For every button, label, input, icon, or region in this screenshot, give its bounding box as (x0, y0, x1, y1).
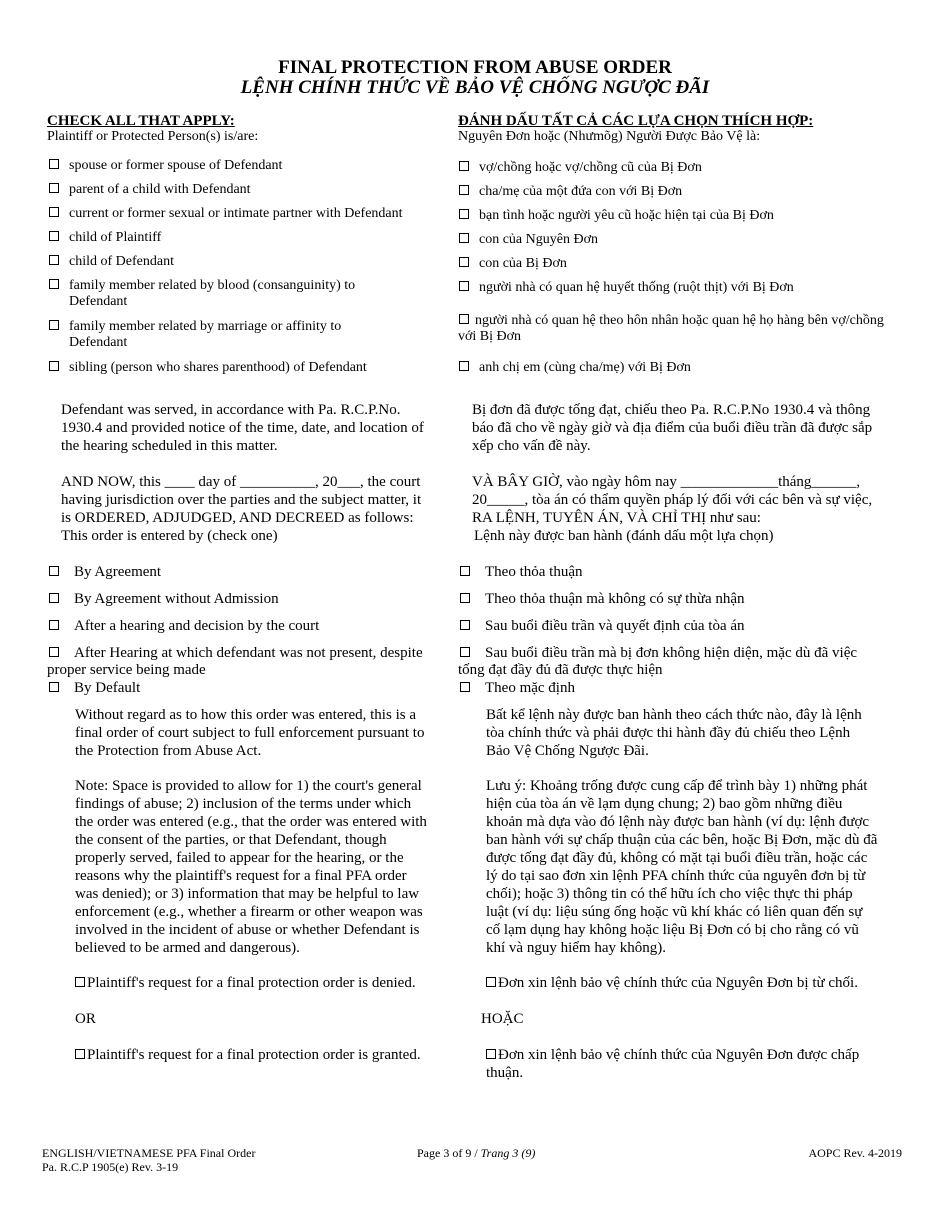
checkbox[interactable] (460, 682, 470, 692)
right-relation-marriage-cont: với Bị Đơn (458, 329, 522, 344)
right-relation-spouse[interactable]: vợ/chồng hoặc vợ/chồng cũ của Bị Đơn (459, 159, 702, 176)
checkbox[interactable] (49, 566, 59, 576)
right-served-line-3: xếp cho vấn đề này. (472, 438, 591, 454)
right-and-now-line-2: 20_____, tòa án có thẩm quyền pháp lý đối với các bên và sự việc, (472, 492, 873, 508)
footer-form-name: ENGLISH/VIETNAMESE PFA Final Order (42, 1146, 256, 1160)
right-option-defendant-absent-cont: tống đạt đầy đủ đã được thực hiện (458, 662, 663, 678)
right-note-4: ban hành với sự chấp thuận của các bên, hoặc Bị Đơn, mặc dù đã (486, 832, 878, 848)
left-and-now-line-4: This order is entered by (check one) (61, 528, 278, 544)
left-or: OR (75, 1011, 96, 1027)
right-subheading: Nguyên Đơn hoặc (Nhưmõg) Người Được Bảo Vệ là: (458, 129, 761, 144)
right-note-1: Lưu ý: Khoảng trống được cung cấp để trình bày 1) những phát (486, 778, 868, 794)
checkbox[interactable] (49, 647, 59, 657)
checkbox[interactable] (459, 209, 469, 219)
right-relation-child-plaintiff[interactable]: con của Nguyên Đơn (459, 231, 598, 248)
checkbox[interactable] (459, 161, 469, 171)
right-note-3: khoản mà dựa vào đó lệnh này được ban hành (ví dụ: lệnh được (486, 814, 870, 830)
right-relation-parent[interactable]: cha/mẹ của một đứa con với Bị Đơn (459, 183, 682, 200)
right-option-agreement[interactable]: Theo thỏa thuận (460, 563, 582, 581)
left-note-8: enforcement (e.g., whether a firearm or other weapon was (75, 904, 423, 920)
left-relation-blood[interactable]: family member related by blood (consanguinity) to (49, 277, 355, 294)
checkbox[interactable] (460, 620, 470, 630)
checkbox[interactable] (460, 593, 470, 603)
left-note-6: reasons why the plaintiff's request for a final PFA order (75, 868, 407, 884)
right-relation-marriage[interactable]: người nhà có quan hệ theo hôn nhân hoặc quan hệ họ hàng bên vợ/chồng (459, 312, 884, 329)
checkbox[interactable] (49, 593, 59, 603)
left-without-regard-2: final order of court subject to full enforcement pursuant to (75, 725, 425, 741)
left-and-now-line-1: AND NOW, this ____ day of __________, 20___, the court (61, 474, 421, 490)
left-request-denied[interactable]: Plaintiff's request for a final protection order is denied. (75, 974, 416, 993)
checkbox[interactable] (49, 682, 59, 692)
checkbox[interactable] (460, 647, 470, 657)
option-by-agreement[interactable]: By Agreement (49, 563, 161, 581)
right-note-5: được tống đạt đầy đủ, không có mặt tại buổi điều trần, hoặc các (486, 850, 868, 866)
left-relation-spouse[interactable]: spouse or former spouse of Defendant (49, 157, 282, 174)
right-served-line-1: Bị đơn đã được tống đạt, chiếu theo Pa. R.C.P.No 1930.4 và thông (472, 402, 871, 418)
checkbox[interactable] (459, 314, 469, 324)
checkbox[interactable] (459, 361, 469, 371)
right-option-after-hearing[interactable]: Sau buổi điều trần và quyết định của tòa án (460, 617, 745, 635)
left-note-3: the order was entered (e.g., that the order was entered with (75, 814, 427, 830)
left-subheading: Plaintiff or Protected Person(s) is/are: (47, 129, 259, 144)
left-served-line-1: Defendant was served, in accordance with Pa. R.C.P.No. (61, 402, 401, 418)
left-and-now-line-2: having jurisdiction over the parties and the subject matter, it (61, 492, 422, 508)
left-note-10: believed to be armed and dangerous). (75, 940, 300, 956)
right-relation-partner[interactable]: bạn tình hoặc người yêu cũ hoặc hiện tại của Bị Đơn (459, 207, 774, 224)
option-defendant-absent[interactable]: After Hearing at which defendant was not present, despite (49, 644, 423, 662)
checkbox[interactable] (49, 361, 59, 371)
right-without-regard-1: Bất kể lệnh này được ban hành theo cách thức nào, đây là lệnh (486, 707, 862, 723)
left-relation-blood-cont: Defendant (69, 294, 128, 309)
checkbox[interactable] (49, 231, 59, 241)
left-note-4: the consent of the parties, or that Defendant, though (75, 832, 387, 848)
checkbox[interactable] (49, 183, 59, 193)
right-heading: ĐÁNH DẤU TẤT CẢ CÁC LỰA CHỌN THÍCH HỢP: (458, 113, 814, 129)
checkbox[interactable] (460, 566, 470, 576)
right-without-regard-3: Bảo Vệ Chống Ngược Đãi. (486, 743, 649, 759)
right-option-agreement-no-admission[interactable]: Theo thỏa thuận mà không có sự thừa nhận (460, 590, 745, 608)
left-relation-marriage-cont: Defendant (69, 335, 128, 350)
right-option-default[interactable]: Theo mặc định (460, 679, 575, 697)
right-request-granted[interactable]: Đơn xin lệnh bảo vệ chính thức của Nguyên Đơn được chấp (486, 1046, 859, 1065)
left-served-line-3: the hearing scheduled in this matter. (61, 438, 278, 454)
left-relation-partner[interactable]: current or former sexual or intimate partner with Defendant (49, 205, 403, 222)
checkbox[interactable] (49, 159, 59, 169)
right-and-now-line-4: Lệnh này được ban hành (đánh dấu một lựa chọn) (474, 528, 774, 544)
footer-revision: AOPC Rev. 4-2019 (808, 1146, 902, 1160)
right-without-regard-2: tòa chính thức và phải được thi hành đầy đủ chiếu theo Lệnh (486, 725, 851, 741)
right-relation-child-defendant[interactable]: con của Bị Đơn (459, 255, 567, 272)
checkbox[interactable] (49, 255, 59, 265)
option-by-default[interactable]: By Default (49, 679, 140, 697)
left-without-regard-1: Without regard as to how this order was entered, this is a (75, 707, 416, 723)
right-note-7: chối); hoặc 3) thông tin có thể hữu ích cho việc thực thi pháp (486, 886, 853, 902)
option-agreement-no-admission[interactable]: By Agreement without Admission (49, 590, 279, 608)
checkbox[interactable] (486, 977, 496, 987)
left-note-9: involved in the incident of abuse or whether Defendant is (75, 922, 420, 938)
footer-rule: Pa. R.C.P 1905(e) Rev. 3-19 (42, 1160, 179, 1174)
left-note-7: was denied); or 3) information that may be helpful to law (75, 886, 420, 902)
right-request-denied[interactable]: Đơn xin lệnh bảo vệ chính thức của Nguyên Đơn bị từ chối. (486, 974, 858, 993)
checkbox[interactable] (49, 320, 59, 330)
checkbox[interactable] (486, 1049, 496, 1059)
right-note-6: lý do tại sao đơn xin lệnh PFA chính thức của nguyên đơn bị từ (486, 868, 866, 884)
right-note-10: khí và nguy hiểm hay không). (486, 940, 666, 956)
right-option-defendant-absent[interactable]: Sau buổi điều trần mà bị đơn không hiện diện, mặc dù đã việc (460, 644, 857, 662)
option-after-hearing[interactable]: After a hearing and decision by the court (49, 617, 319, 635)
right-and-now-line-1: VÀ BÂY GIỜ, vào ngày hôm nay _____________tháng______, (472, 474, 861, 490)
checkbox[interactable] (75, 1049, 85, 1059)
footer-page-number: Page 3 of 9 / Trang 3 (9) (417, 1146, 536, 1160)
right-served-line-2: báo đã cho về ngày giờ và địa điểm của buổi điều trần đã được sắp (472, 420, 873, 436)
left-and-now-line-3: is ORDERED, ADJUDGED, AND DECREED as follows: (61, 510, 414, 526)
page-title-vietnamese: LỆNH CHÍNH THỨC VỀ BẢO VỆ CHỐNG NGƯỢC ĐÃI (240, 77, 710, 98)
right-relation-sibling[interactable]: anh chị em (cùng cha/mẹ) với Bị Đơn (459, 359, 691, 376)
right-note-8: luật (ví dụ: liệu súng ống hoặc vũ khí khác có liên quan đến sự (486, 904, 863, 920)
page-title-english: FINAL PROTECTION FROM ABUSE ORDER (278, 57, 672, 78)
right-and-now-line-3: RA LỆNH, TUYÊN ÁN, VÀ CHỈ THỊ như sau: (472, 510, 761, 526)
left-served-line-2: 1930.4 and provided notice of the time, date, and location of (61, 420, 424, 436)
left-heading: CHECK ALL THAT APPLY: (47, 113, 235, 129)
left-relation-child-defendant[interactable]: child of Defendant (49, 253, 174, 270)
checkbox[interactable] (49, 620, 59, 630)
right-note-9: cố lạm dụng hay không hoặc liệu Bị Đơn có bị cho rằng có vũ (486, 922, 859, 938)
checkbox[interactable] (75, 977, 85, 987)
left-without-regard-3: the Protection from Abuse Act. (75, 743, 262, 759)
checkbox[interactable] (49, 279, 59, 289)
checkbox[interactable] (459, 257, 469, 267)
left-relation-sibling[interactable]: sibling (person who shares parenthood) of Defendant (49, 359, 367, 376)
option-defendant-absent-cont: proper service being made (47, 662, 206, 678)
right-relation-blood[interactable]: người nhà có quan hệ huyết thống (ruột thịt) với Bị Đơn (459, 279, 794, 296)
left-relation-marriage[interactable]: family member related by marriage or affinity to (49, 318, 341, 335)
checkbox[interactable] (459, 233, 469, 243)
left-relation-parent[interactable]: parent of a child with Defendant (49, 181, 251, 198)
left-relation-child-plaintiff[interactable]: child of Plaintiff (49, 229, 161, 246)
left-note-1: Note: Space is provided to allow for 1) the court's general (75, 778, 422, 794)
checkbox[interactable] (49, 207, 59, 217)
right-or: HOẶC (481, 1011, 524, 1027)
left-note-5: properly served, failed to appear for the hearing, or the (75, 850, 404, 866)
right-note-2: hiện của tòa án về lạm dụng chung; 2) bao gồm những điều (486, 796, 843, 812)
checkbox[interactable] (459, 281, 469, 291)
checkbox[interactable] (459, 185, 469, 195)
right-request-granted-cont: thuận. (486, 1065, 524, 1081)
left-note-2: findings of abuse; 2) inclusion of the terms under which (75, 796, 412, 812)
left-request-granted[interactable]: Plaintiff's request for a final protection order is granted. (75, 1046, 421, 1065)
